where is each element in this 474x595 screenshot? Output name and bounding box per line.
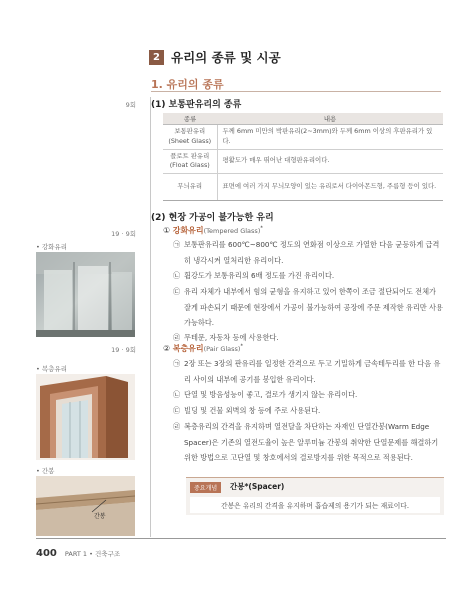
exam-ref-double: 19 · 9회 xyxy=(111,346,136,354)
chapter-number-badge: 2 xyxy=(149,50,164,65)
double-glass-heading: ② 복층유리(Pair Glass)* xyxy=(163,343,243,353)
subsection-title-non-processable: (2) 현장 가공이 불가능한 유리 xyxy=(151,213,274,223)
glass-types-table xyxy=(163,113,443,201)
list-item: ㉡ 단열 및 방음성능이 좋고, 결로가 생기지 않는 유리이다. xyxy=(173,390,358,399)
footer-part-label: PART 1 • 건축구조 xyxy=(64,550,121,558)
key-concept-body: 간봉은 유리의 간격을 유지하며 흡습제의 용기가 되는 재료이다. xyxy=(190,497,440,513)
table-cell-name: 플로트 판유리 (Float Glass) xyxy=(163,149,217,174)
exam-ref-sheet-glass: 9회 xyxy=(125,101,136,109)
table-cell-name: 보통판유리 (Sheet Glass) xyxy=(163,124,217,149)
footer-rule xyxy=(36,538,446,539)
subsection-title-sheet-glass: (1) 보통판유리의 종류 xyxy=(151,100,242,110)
list-item: ㉣ 무테문, 자동차 등에 사용한다. xyxy=(173,333,279,342)
spacer-photo-label: 간봉 xyxy=(94,513,106,520)
section-title: 1. 유리의 종류 xyxy=(151,78,224,91)
table-cell-desc: 표면에 여러 가지 무늬모양이 있는 유리로서 다이아몬드형, 주름형 등이 있다. xyxy=(217,174,443,201)
caption-spacer: • 간봉 xyxy=(36,467,55,475)
list-item: ㉢ 빌딩 및 건물 외벽의 창 등에 주로 사용된다. xyxy=(173,406,321,415)
table-cell-name: 무늬유리 xyxy=(163,174,217,201)
table-row xyxy=(163,124,443,149)
caption-double-glass: • 복층유리 xyxy=(36,365,68,373)
tempered-glass-photo xyxy=(36,252,135,337)
exam-ref-tempered: 19 · 9회 xyxy=(111,230,136,238)
table-cell-desc: 평활도가 매우 뛰어난 대형판유리이다. xyxy=(217,149,443,174)
sidebar-divider xyxy=(150,97,151,537)
list-item: ㉢ 유리 자체가 내부에서 힘의 균형을 유지하고 있어 한쪽이 조금 절단되어도 전체가 잘게 파손되기 때문에 현장에서 가공이 불가능하여 공장에 주문 제작한 유리만 사용가능하다. xyxy=(173,287,443,327)
double-glass-frame-photo xyxy=(36,374,135,460)
chapter-title: 유리의 종류 및 시공 xyxy=(171,50,281,65)
page-number: 400 xyxy=(36,548,57,559)
table-row xyxy=(163,149,443,174)
list-item: ㉠ 보통판유리를 600℃~800℃ 정도의 연화점 이상으로 가열한 다음 균등하게 급격히 냉각시켜 열처리한 유리이다. xyxy=(173,240,440,265)
table-row xyxy=(163,174,443,201)
key-concept-box xyxy=(186,477,444,515)
spacer-photo xyxy=(36,476,135,536)
caption-tempered-glass: • 강화유리 xyxy=(36,243,68,251)
chapter-heading xyxy=(149,48,281,66)
key-concept-tag: 중요개념 xyxy=(190,482,221,493)
tempered-glass-heading: ① 강화유리(Tempered Glass)* xyxy=(163,225,263,235)
table-header-type: 종류 xyxy=(163,113,217,124)
section-underline xyxy=(151,91,441,92)
page-footer xyxy=(36,548,120,559)
list-item: ㉠ 2장 또는 3장의 판유리를 일정한 간격으로 두고 기밀하게 금속테두리를 한 다음 유리 사이의 내부에 공기를 봉입한 유리이다. xyxy=(173,359,441,384)
key-concept-title: 간봉*(Spacer) xyxy=(230,482,285,491)
table-cell-desc: 두께 6mm 미만의 박판유리(2~3mm)와 두께 6mm 이상의 후판유리가 있다. xyxy=(217,124,443,149)
table-header-content: 내용 xyxy=(217,113,443,124)
list-item: ㉡ 휨강도가 보통유리의 6배 정도를 가진 유리이다. xyxy=(173,271,335,280)
list-item: ㉣ 복층유리의 간격을 유지하며 열전달을 차단하는 자재인 단열간봉(Warm Edge Spacer)은 기존의 열전도율이 높은 알루미늄 간봉의 취약한 단열문제를 해결하기 위한 방법으로 고단열 및 창호에서의 결로방지를 위한 목적으로 적용된다. xyxy=(173,422,439,462)
